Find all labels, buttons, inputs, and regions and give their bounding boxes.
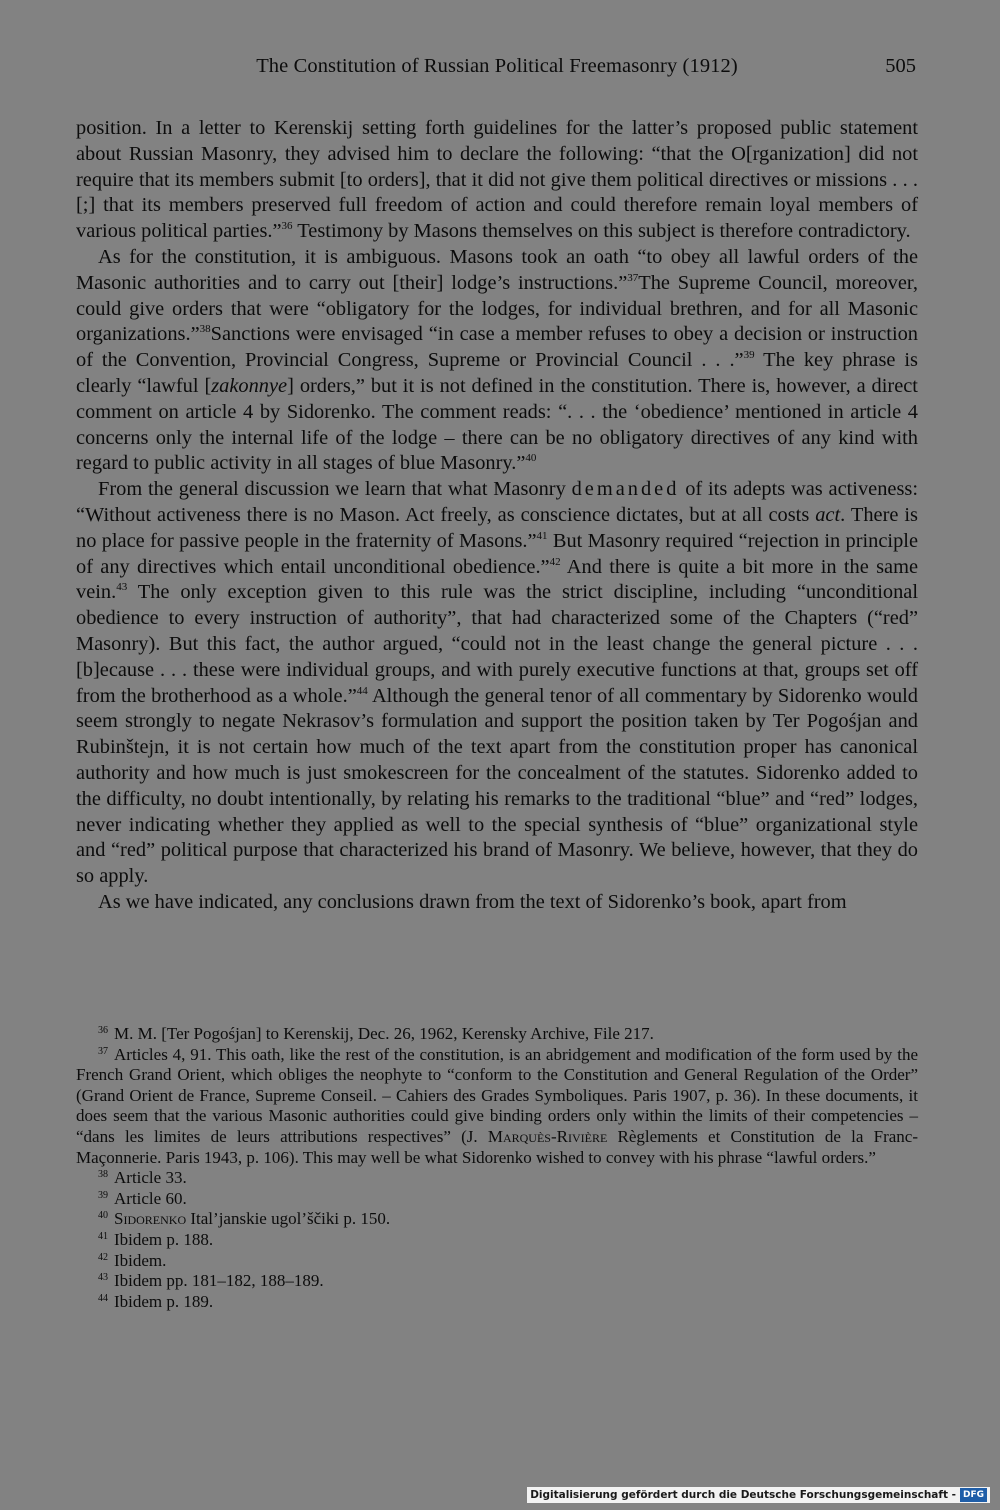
footnote-ref-42[interactable]: 42: [549, 555, 561, 568]
body-text: [76, 116, 918, 916]
paragraph-3: From the general discussion we learn that what Masonry demanded of its adepts was activeness: “Without activeness there is no Mason. Act freely, as conscience dictates, but at all costs act. There is no place for passive people in the fraternity of Masons.”$^{41}$ But Masonry required “rejection in principle of any directives which entail unconditional obedience.”$^{42}$ And there is quite a bit more in the same vein.$^{43}$ The only exception given to this rule was the strict discipline, including “unconditional obedience to every instruction of authority”, that had characterized some of the Chapters (“red” Masonry). But this fact, the author argued, “could not in the least change the general picture . . . [b]ecause . . . these were individual groups, and with purely executive functions at that, groups set off from the brotherhood as a whole.”$^{44}$ Although the general tenor of all commentary by Sidorenko would seem strongly to negate Nekrasov’s formulation and support the position taken by Ter Pogośjan and Rubinštejn, it is not certain how much of the text apart from the constitution proper has canonical authority and how much is just smokescreen for the concealment of the statutes. Sidorenko added to the difficulty, no doubt intentionally, by relating his remarks to the traditional “blue” and “red” lodges, never indicating whether they applied as well to the special synthesis of “blue” organizational style and “red” political purpose that characterized his brand of Masonry. We believe, however, that they do so apply.: [76, 478, 919, 888]
footnote-ref-44[interactable]: 44: [356, 684, 368, 697]
footnote-ref-41[interactable]: 41: [536, 529, 548, 542]
footnote-37: $^{37}$ Articles 4, 91. This oath, like the rest of the constitution, is an abridgement and modification of the form used by the French Grand Orient, which obliges the neophyte to “conform to the Constitution and General Regulation of the Order” (Grand Orient de France, Supreme Conseil. – Cahiers des Grades Symboliques. Paris 1907, p. 36). In these documents, it does seem that the various Masonic authorities could give binding orders only within the limits of their competencies – “dans les limites de leurs attributions respectives” (J. Marquès-Rivière Règlements et Constitution de la Franc-Maçonnerie. Paris 1943, p. 106). This may well be what Sidorenko wished to convey with his phrase “lawful orders.”: [76, 1044, 918, 1167]
footnote-44: $^{44}$ Ibidem p. 189.: [98, 1291, 214, 1311]
paragraph-2: As for the constitution, it is ambiguous. Masons took an oath “to obey all lawful orders of the Masonic authorities and to carry out [their] lodge’s instructions.”$^{37}$The Supreme Council, moreover, could give orders that were “obligatory for the lodges, for individual brethren, and for all Masonic organizations.”$^{38}$Sanctions were envisaged “in case a member refuses to obey a decision or instruction of the Convention, Provincial Congress, Supreme or Provincial Council . . .”$^{39}$ The key phrase is clearly “lawful [zakonnye] orders,” but it is not defined in the constitution. There is, however, a direct comment on article 4 by Sidorenko. The comment reads: “. . . the ‘obedience’ mentioned in article 4 concerns only the internal life of the lodge – there can be no obligatory directives of any kind with regard to public activity in all stages of blue Masonry.”$^{40}$: [76, 245, 918, 475]
footnote-36: $^{36}$ M. M. [Ter Pogośjan] to Kerenskij, Dec. 26, 1962, Kerensky Archive, File 217.: [98, 1024, 654, 1043]
footnote-ref-43[interactable]: 43: [116, 581, 128, 594]
dfg-logo: DFG: [960, 1488, 987, 1502]
footnote-ref-37[interactable]: 37: [627, 271, 639, 284]
footnote-39: $^{39}$ Article 60.: [98, 1188, 187, 1208]
footnote-43: $^{43}$ Ibidem pp. 181–182, 188–189.: [98, 1271, 324, 1291]
footnote-ref-40[interactable]: 40: [525, 452, 537, 465]
credit-text: Digitalisierung gefördert durch die Deutsche Forschungsgemeinschaft -: [530, 1489, 956, 1501]
paragraph-4: As we have indicated, any conclusions drawn from the text of Sidorenko’s book, apart from: [98, 890, 847, 913]
running-title: The Constitution of Russian Political Freemasonry (1912): [256, 55, 738, 77]
footnotes: [76, 1024, 918, 1312]
footnote-ref-36[interactable]: 36: [281, 220, 293, 233]
footnote-ref-39[interactable]: 39: [743, 349, 755, 362]
running-header: [76, 55, 918, 85]
digitization-credit: [527, 1487, 990, 1503]
footnote-42: $^{42}$ Ibidem.: [98, 1250, 167, 1270]
footnote-40: $^{40}$ Sidorenko Ital’janskie ugol’ščiki p. 150.: [98, 1209, 391, 1229]
footnote-41: $^{41}$ Ibidem p. 188.: [98, 1229, 214, 1249]
page-number: 505: [885, 55, 916, 77]
paragraph-1: position. In a letter to Kerenskij setting forth guidelines for the latter’s proposed public statement about Russian Masonry, they advised him to declare the following: “that the O[rganization] did not require that its members submit [to orders], that it did not give them political directives or missions . . .[;] that its members preserved full freedom of action and could therefore remain loyal members of various political parties.”$^{36}$ Testimony by Masons themselves on this subject is therefore contradictory.: [76, 117, 918, 243]
footnote-38: $^{38}$ Article 33.: [98, 1168, 187, 1188]
footnote-ref-38[interactable]: 38: [199, 323, 211, 336]
